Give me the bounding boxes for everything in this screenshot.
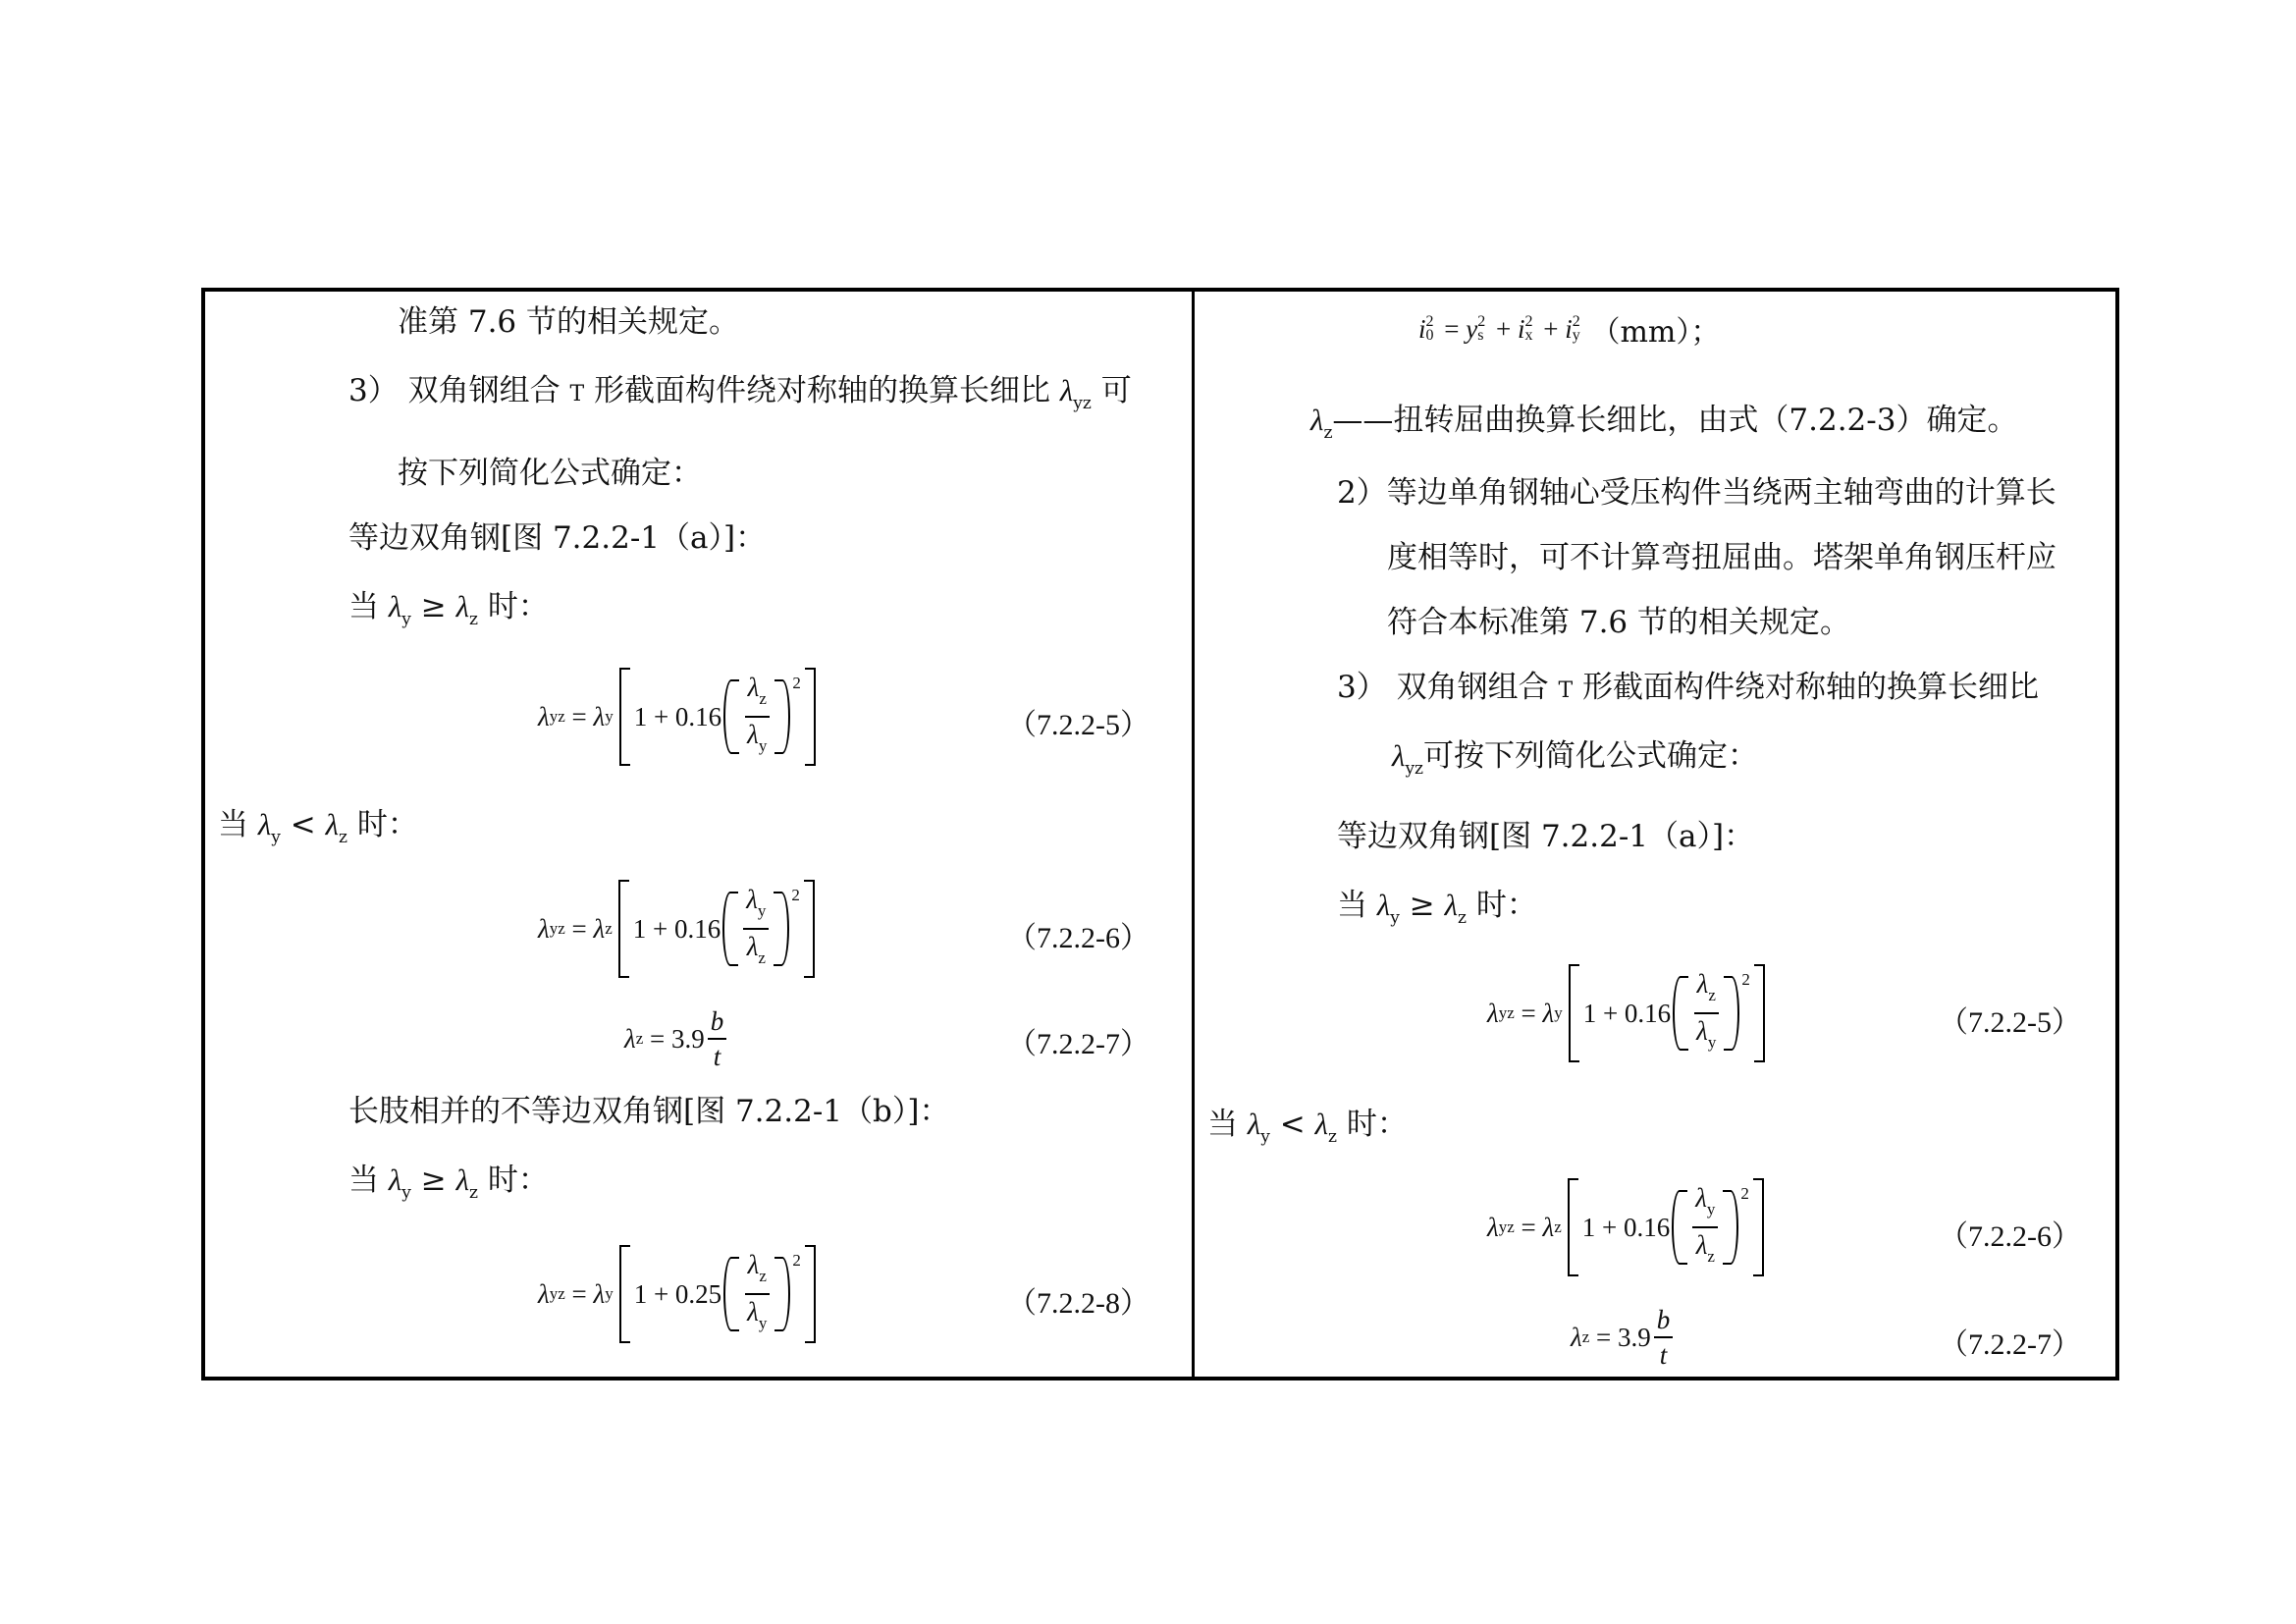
left-line-7: 长肢相并的不等边双角钢[图 7.2.2-1（b）]： — [348, 1094, 950, 1129]
left-condition-lt: 当 $\lambda_y < \lambda_z$ 时： — [218, 807, 418, 847]
right-line-7: 等边双角钢[图 7.2.2-1（a）]： — [1337, 819, 1755, 854]
column-divider — [1192, 288, 1195, 1380]
left-equation-5: λ yz = λ y 1 + 0.16 $\frac{\lambda_z}{\lambda_y}$ 2 — [538, 668, 818, 766]
left-equation-6: λ yz = λ z 1 + 0.16 $\frac{\lambda_y}{\lambda_z}$ 2 — [538, 880, 817, 978]
right-equation-6: λ yz = λ z 1 + 0.16 $\frac{\lambda_y}{\lambda_z}$ 2 — [1487, 1178, 1766, 1276]
right-line-2: 2）等边单角钢轴心受压构件当绕两主轴弯曲的计算长 — [1337, 475, 2056, 511]
right-condition-lt: 当 $\lambda_y < \lambda_z$ 时： — [1207, 1107, 1408, 1147]
left-eqno-6: （7.2.2-6） — [1007, 922, 1149, 954]
right-line-1: $\lambda_z——$扭转屈曲换算长细比，由式（7.2.2-3）确定。 — [1310, 403, 2018, 443]
right-line-4: 符合本标准第 7.6 节的相关规定。 — [1387, 605, 1851, 640]
left-condition-ge-2: 当 $\lambda_y \ge \lambda_z$ 时： — [348, 1163, 549, 1203]
left-eqno-7: （7.2.2-7） — [1007, 1028, 1149, 1060]
right-equation-7: λ z = 3.9 $\frac{b}{t}$ — [1571, 1288, 1676, 1386]
left-equation-8: λ yz = λ y 1 + 0.25 $\frac{\lambda_z}{\lambda_y}$ 2 — [538, 1245, 818, 1343]
left-condition-ge-1: 当 $\lambda_y \ge \lambda_z$ 时： — [348, 589, 549, 629]
right-equation-5: λ yz = λ y 1 + 0.16 $\frac{\lambda_z}{\lambda_y}$ 2 — [1487, 964, 1767, 1062]
right-line-5: 3） 双角钢组合 T 形截面构件绕对称轴的换算长细比 — [1337, 670, 2039, 705]
left-line-4: 等边双角钢[图 7.2.2-1（a）]： — [348, 520, 767, 556]
left-eqno-8: （7.2.2-8） — [1007, 1287, 1149, 1320]
right-eqno-6: （7.2.2-6） — [1939, 1220, 2081, 1253]
right-radius-formula: i 2 0 = y 2 s + i 2 x + i 2 y （mm）； — [1418, 313, 1721, 350]
left-line-2: 3） 双角钢组合 T 形截面构件绕对称轴的换算长细比 $\lambda_{yz}$ 可 — [348, 373, 1132, 413]
left-line-1: 准第 7.6 节的相关规定。 — [398, 304, 740, 340]
right-eqno-5: （7.2.2-5） — [1939, 1006, 2081, 1039]
right-line-3: 度相等时，可不计算弯扭屈曲。塔架单角钢压杆应 — [1387, 540, 2056, 575]
left-equation-7: λ z = 3.9 $\frac{b}{t}$ — [624, 990, 729, 1088]
left-eqno-5: （7.2.2-5） — [1007, 709, 1149, 741]
right-eqno-7: （7.2.2-7） — [1939, 1328, 2081, 1361]
left-line-3: 按下列简化公式确定： — [398, 456, 702, 491]
right-condition-ge: 当 $\lambda_y \ge \lambda_z$ 时： — [1337, 888, 1537, 928]
right-line-6: $\lambda_{yz}$可按下列简化公式确定： — [1392, 738, 1758, 779]
